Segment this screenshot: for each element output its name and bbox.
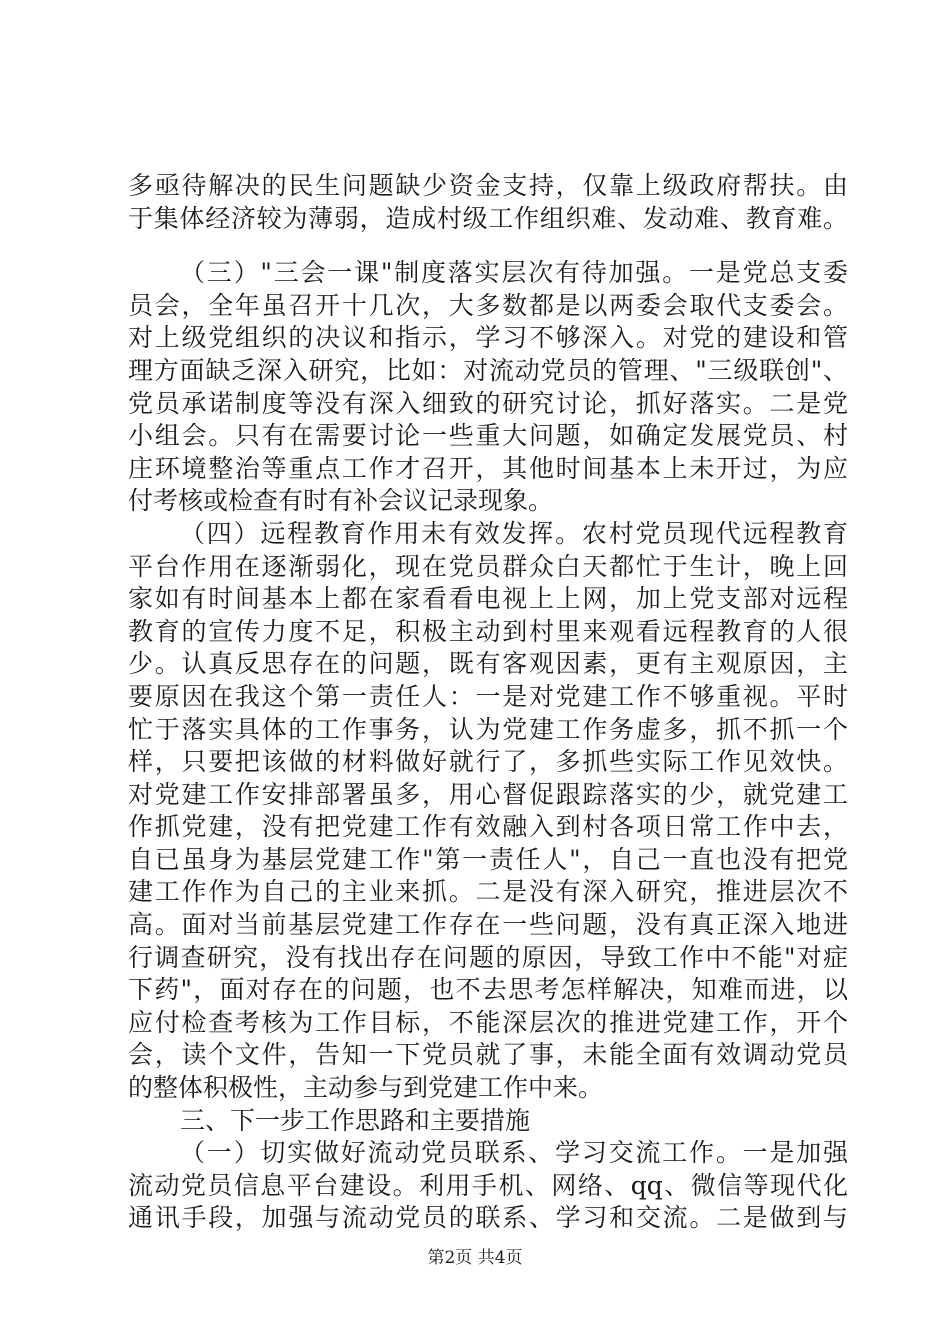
text-line: 庄环境整治等重点工作才召开，其他时间基本上未开过，为应: [128, 453, 848, 483]
text-line: 通讯手段，加强与流动党员的联系、学习和交流。二是做到与: [128, 1203, 848, 1233]
text-line: 多亟待解决的民生问题缺少资金支持，仅靠上级政府帮扶。由: [128, 171, 848, 200]
text-line: 员会，全年虽召开十几次，大多数都是以两委会取代支委会。: [128, 290, 848, 320]
text-line: 要原因在我这个第一责任人：一是对党建工作不够重视。平时: [128, 681, 848, 711]
text-line: 对党建工作安排部署虽多，用心督促跟踪落实的少，就党建工: [128, 779, 848, 809]
text-line: 高。面对当前基层党建工作存在一些问题，没有真正深入地进: [128, 910, 848, 940]
text-line: 家如有时间基本上都在家看看电视上上网，加上党支部对远程: [128, 584, 848, 614]
text-line: 付考核或检查有时有补会议记录现象。: [128, 486, 554, 516]
text-line: 少。认真反思存在的问题，既有客观因素，更有主观原因，主: [128, 649, 848, 679]
text-line: 小组会。只有在需要讨论一些重大问题，如确定发展党员、村: [128, 421, 848, 451]
text-line: 理方面缺乏深入研究，比如：对流动党员的管理、"三级联创"、: [128, 355, 848, 385]
text-line: 的整体积极性，主动参与到党建工作中来。: [128, 1073, 604, 1103]
text-line: 流动党员信息平台建设。利用手机、网络、qq、微信等现代化: [128, 1170, 848, 1200]
text-line: 于集体经济较为薄弱，造成村级工作组织难、发动难、教育难。: [128, 203, 848, 233]
text-line: 建工作作为自己的主业来抓。二是没有深入研究，推进层次不: [128, 877, 848, 907]
page-number-footer: 第2页 共4页: [427, 1248, 523, 1268]
paragraph-heading-line: （一）切实做好流动党员联系、学习交流工作。一是加强: [180, 1138, 848, 1168]
text-line: 作抓党建，没有把党建工作有效融入到村各项日常工作中去，: [128, 812, 848, 842]
text-line: 行调查研究，没有找出存在问题的原因，导致工作中不能"对症: [128, 942, 848, 972]
text-line: 平台作用在逐渐弱化，现在党员群众白天都忙于生计，晚上回: [128, 551, 848, 581]
paragraph-heading-line: （四）远程教育作用未有效发挥。农村党员现代远程教育: [180, 518, 848, 548]
text-line: 样，只要把该做的材料做好就行了，多抓些实际工作见效快。: [128, 747, 848, 777]
text-line: 教育的宣传力度不足，积极主动到村里来观看远程教育的人很: [128, 616, 848, 646]
text-line: 党员承诺制度等没有深入细致的研究讨论，抓好落实。二是党: [128, 388, 848, 418]
text-line: 会，读个文件，告知一下党员就了事，未能全面有效调动党员: [128, 1040, 848, 1070]
text-line: 下药"，面对存在的问题，也不去思考怎样解决，知难而进，以: [128, 975, 848, 1005]
text-line: 应付检查考核为工作目标，不能深层次的推进党建工作，开个: [128, 1007, 848, 1037]
text-line: 自已虽身为基层党建工作"第一责任人"，自己一直也没有把党: [128, 844, 848, 874]
section-heading: 三、下一步工作思路和主要措施: [180, 1105, 531, 1135]
text-line: 忙于落实具体的工作事务，认为党建工作务虚多，抓不抓一个: [128, 714, 848, 744]
paragraph-heading-line: （三）"三会一课"制度落实层次有待加强。一是党总支委: [180, 258, 848, 288]
text-line: 对上级党组织的决议和指示，学习不够深入。对党的建设和管: [128, 323, 848, 353]
